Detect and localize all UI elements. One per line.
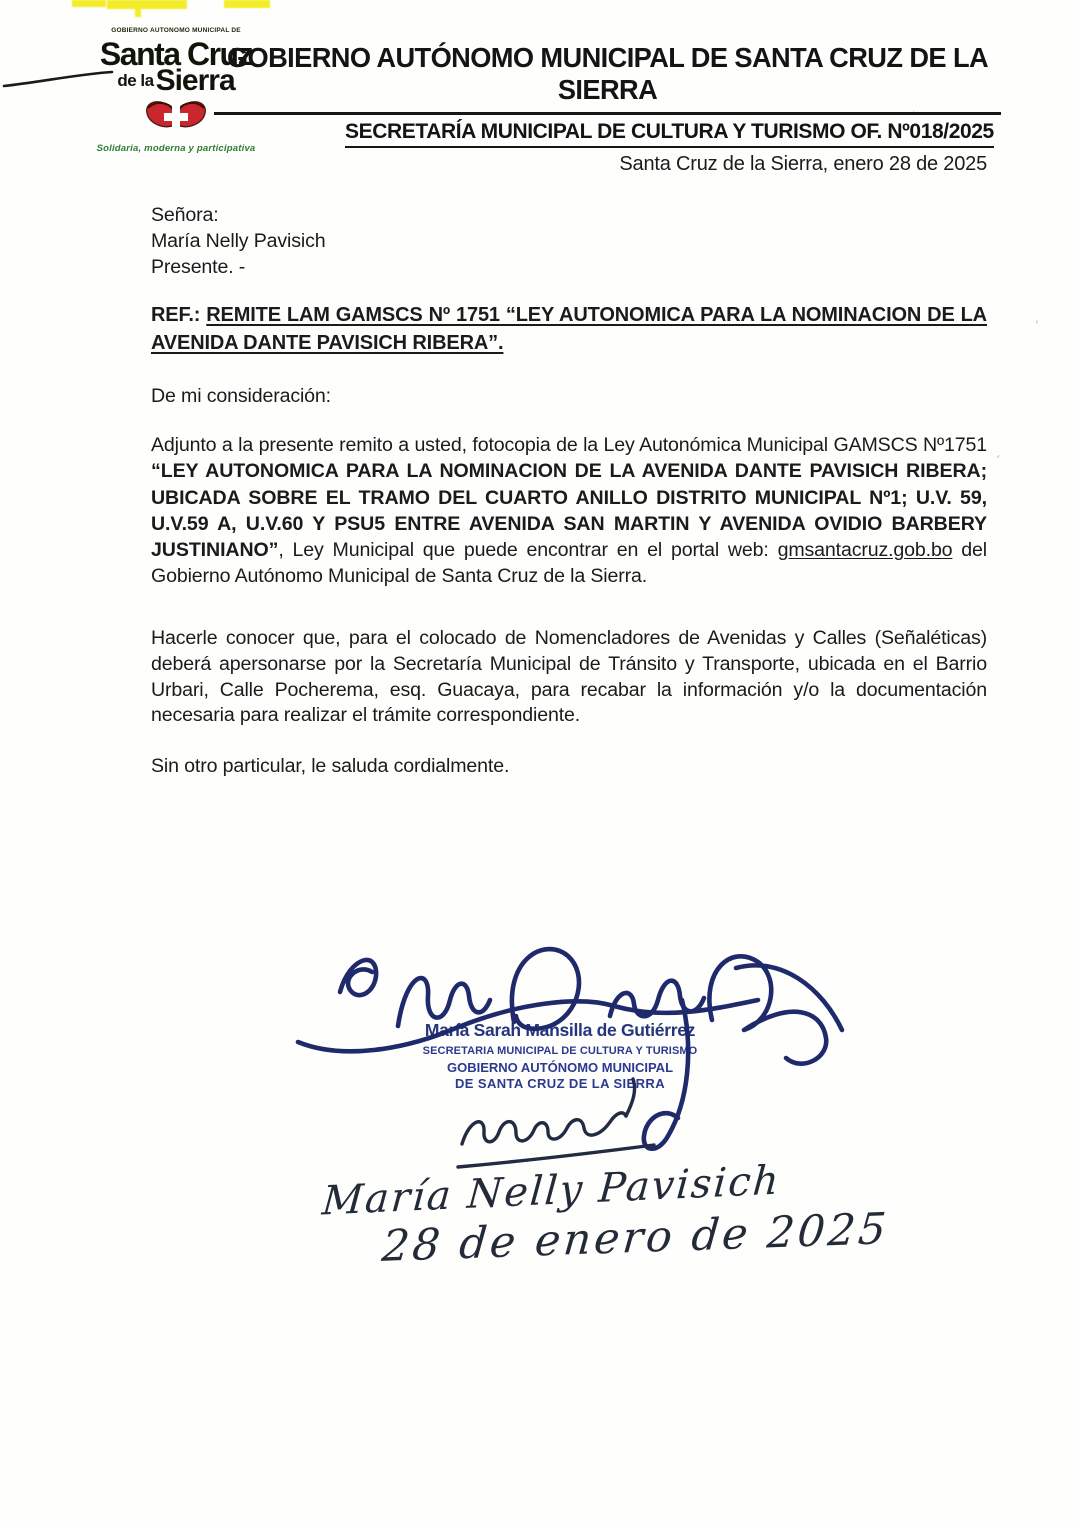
reference-label: REF.: bbox=[151, 304, 201, 326]
p1-tail: del Gobierno Autónomo Municipal de Santa Cruz de la Sierra. bbox=[151, 539, 987, 588]
signature-stroke bbox=[340, 960, 376, 995]
scan-speck: ' bbox=[993, 452, 1001, 467]
stamp-office-line: SECRETARIA MUNICIPAL DE CULTURA Y TURISMO bbox=[422, 1044, 698, 1057]
reference-text: REMITE LAM GAMSCS Nº 1751 “LEY AUTONOMICA PARA LA NOMINACION DE LA AVENIDA DANTE PAVISICH RIBERA”. bbox=[151, 304, 987, 354]
logo-name-top: Santa Cruz bbox=[99, 35, 253, 72]
office-subject-line: SECRETARÍA MUNICIPAL DE CULTURA Y TURISMO OF. Nº018/2025 bbox=[345, 120, 994, 148]
heart-emblem-icon bbox=[136, 96, 216, 136]
reference-line bbox=[151, 302, 987, 357]
body-paragraph-1 bbox=[151, 432, 987, 590]
p1-web-address: gmsantacruz.gob.bo bbox=[777, 539, 953, 562]
received-initials-stroke bbox=[462, 1113, 626, 1144]
stamp-signer-name: María Sarah Mansilla de Gutiérrez bbox=[424, 1020, 696, 1040]
handwritten-signature bbox=[280, 930, 860, 1190]
stamp-government-line: GOBIERNO AUTÓNOMO MUNICIPAL bbox=[446, 1059, 674, 1075]
received-initials-tail bbox=[626, 1079, 635, 1116]
body-paragraph-2: Hacerle conocer que, para el colocado de Nomencladores de Avenidas y Calles (Señaléticas) deberá apersonarse por la Secretaría Municipal de Tránsito y Transporte, ubicada en el Barrio Urbari, Calle Pocherema, esq. Guacaya, para recabar la información y/o la documentación necesaria para realizar el trámite correspondiente. bbox=[151, 627, 987, 727]
handwritten-received-date: 28 de enero de 2025 bbox=[379, 1204, 891, 1272]
p1-mid: , Ley Municipal que puede encontrar en el portal web: bbox=[278, 539, 778, 562]
letterhead-title: GOBIERNO AUTÓNOMO MUNICIPAL DE SANTA CRUZ DE LA SIERRA bbox=[214, 42, 1001, 115]
p1-intro: Adjunto a la presente remito a usted, fotocopia de la Ley Autonómica Municipal GAMSCS Nº1751 bbox=[151, 434, 987, 456]
recipient-presence: Presente. - bbox=[151, 256, 246, 278]
closing-line: Sin otro particular, le saluda cordialmente. bbox=[151, 755, 510, 777]
scan-speck: , bbox=[1035, 310, 1039, 325]
pen-stray-mark bbox=[0, 62, 120, 92]
signature-stroke bbox=[512, 949, 579, 1029]
recipient-salutation: Señora: bbox=[151, 204, 219, 226]
greeting-line: De mi consideración: bbox=[151, 385, 331, 407]
highlighter-mark bbox=[107, 0, 187, 9]
signature-stroke bbox=[709, 956, 826, 1063]
stamp-city-line: DE SANTA CRUZ DE LA SIERRA bbox=[455, 1075, 665, 1091]
handwritten-received-name: María Nelly Pavisich bbox=[320, 1157, 783, 1225]
place-date-line: Santa Cruz de la Sierra, enero 28 de 2025 bbox=[619, 153, 987, 175]
logo-top-line: GOBIERNO AUTONOMO MUNICIPAL DE bbox=[111, 27, 241, 34]
highlighter-mark bbox=[224, 0, 270, 8]
p1-law-title: “LEY AUTONOMICA PARA LA NOMINACION DE LA AVENIDA DANTE PAVISICH RIBERA; UBICADA SOBRE EL TRAMO DEL CUARTO ANILLO DISTRITO MUNICIPAL Nº1; U.V. 59, U.V.59 A, U.V.60 Y PSU5 ENTRE AVENIDA SAN MARTIN Y AVENIDA OVIDIO BARBERY JUSTINIANO” bbox=[151, 460, 987, 562]
signature-stroke bbox=[644, 1000, 688, 1149]
highlighter-mark bbox=[72, 0, 106, 7]
logo-sierra: Sierra bbox=[155, 63, 235, 97]
recipient-block bbox=[151, 202, 987, 280]
signature-stroke bbox=[736, 965, 842, 1030]
scan-speck: . bbox=[912, 100, 916, 115]
logo-slogan: Solidaria, moderna y participativa bbox=[96, 142, 256, 154]
recipient-name: María Nelly Pavisich bbox=[151, 230, 326, 252]
logo-dela: de la bbox=[117, 70, 154, 90]
